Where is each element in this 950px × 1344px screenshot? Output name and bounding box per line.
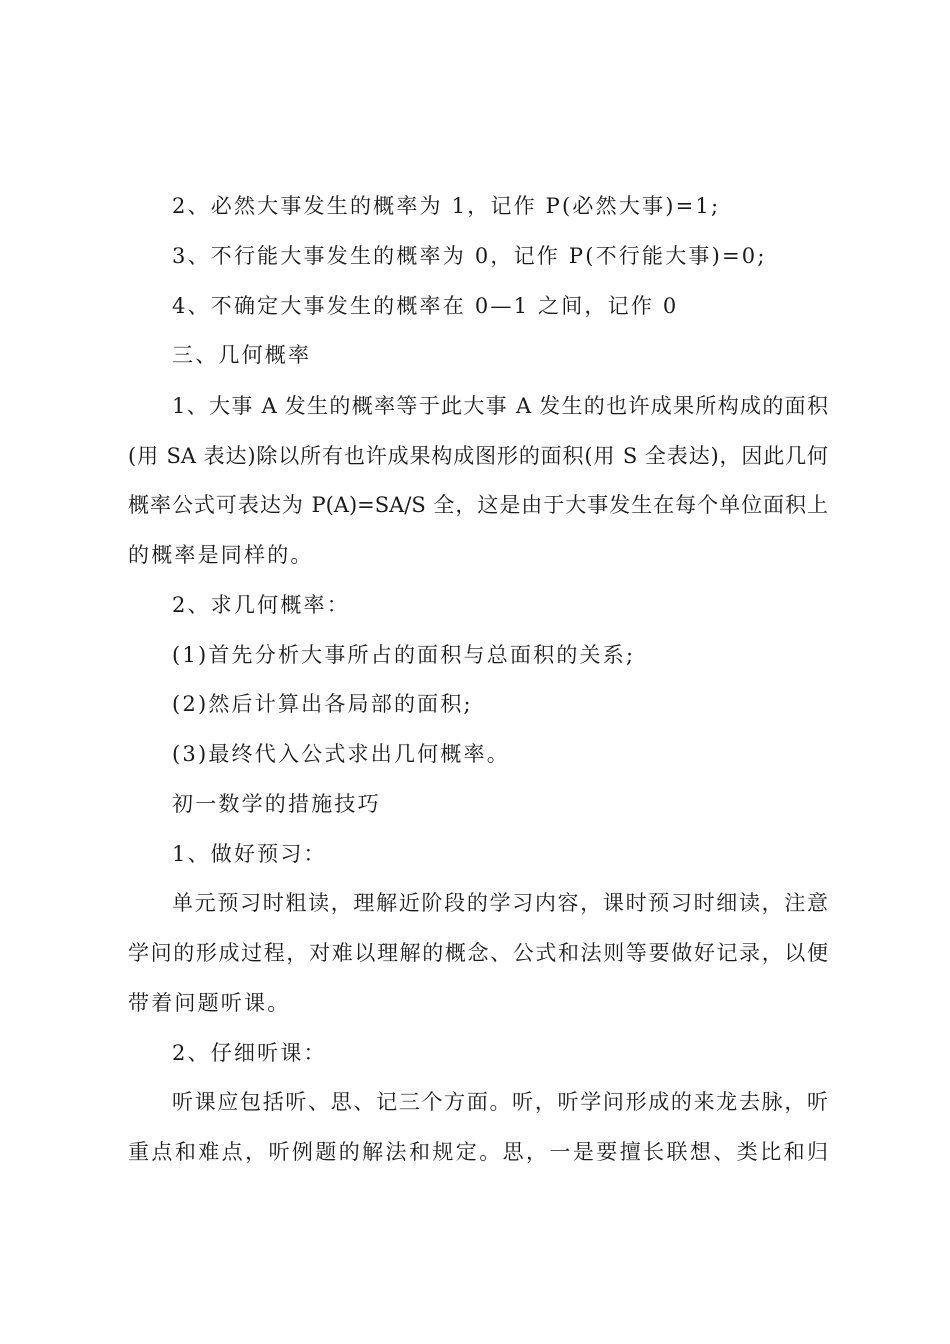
list-item-step-3: (3)最终代入公式求出几何概率。 xyxy=(172,742,510,766)
paragraph-geometric-line-1: 1、大事 A 发生的概率等于此大事 A 发生的也许成果所构成的面积 xyxy=(172,394,828,418)
paragraph-preview-line-1: 单元预习时粗读，理解近阶段的学习内容，课时预习时细读，注意 xyxy=(172,891,828,915)
paragraph-geometric-line-4: 的概率是同样的。 xyxy=(128,543,314,567)
paragraph-preview-line-3: 带着问题听课。 xyxy=(128,991,291,1015)
paragraph-listen-line-1: 听课应包括听、思、记三个方面。听，听学问形成的来龙去脉，听 xyxy=(172,1090,828,1114)
line-impossible-event: 3、不行能大事发生的概率为 0，记作 P(不行能大事)=0; xyxy=(172,244,767,268)
subheading-listen: 2、仔细听课： xyxy=(172,1041,327,1065)
line-uncertain-event: 4、不确定大事发生的概率在 0—1 之间，记作 0 xyxy=(172,294,679,318)
paragraph-listen-line-2: 重点和难点，听例题的解法和规定。思，一是要擅长联想、类比和归 xyxy=(128,1140,828,1164)
list-item-step-2: (2)然后计算出各局部的面积; xyxy=(172,692,473,716)
paragraph-geometric-line-3: 概率公式可表达为 P(A)=SA/S 全，这是由于大事发生在每个单位面积上 xyxy=(128,493,828,517)
paragraph-preview-line-2: 学问的形成过程，对难以理解的概念、公式和法则等要做好记录，以便 xyxy=(128,941,828,965)
section-heading-methods: 初一数学的措施技巧 xyxy=(172,792,381,816)
list-item-step-1: (1)首先分析大事所占的面积与总面积的关系; xyxy=(172,643,636,667)
line-certain-event: 2、必然大事发生的概率为 1，记作 P(必然大事)=1; xyxy=(172,194,721,218)
line-find-geometric-probability: 2、求几何概率： xyxy=(172,593,350,617)
paragraph-geometric-line-2: (用 SA 表达)除以所有也许成果构成图形的面积(用 S 全表达)，因此几何 xyxy=(128,444,828,468)
subheading-preview: 1、做好预习： xyxy=(172,842,327,866)
section-heading-geometric-probability: 三、几何概率 xyxy=(172,343,312,367)
